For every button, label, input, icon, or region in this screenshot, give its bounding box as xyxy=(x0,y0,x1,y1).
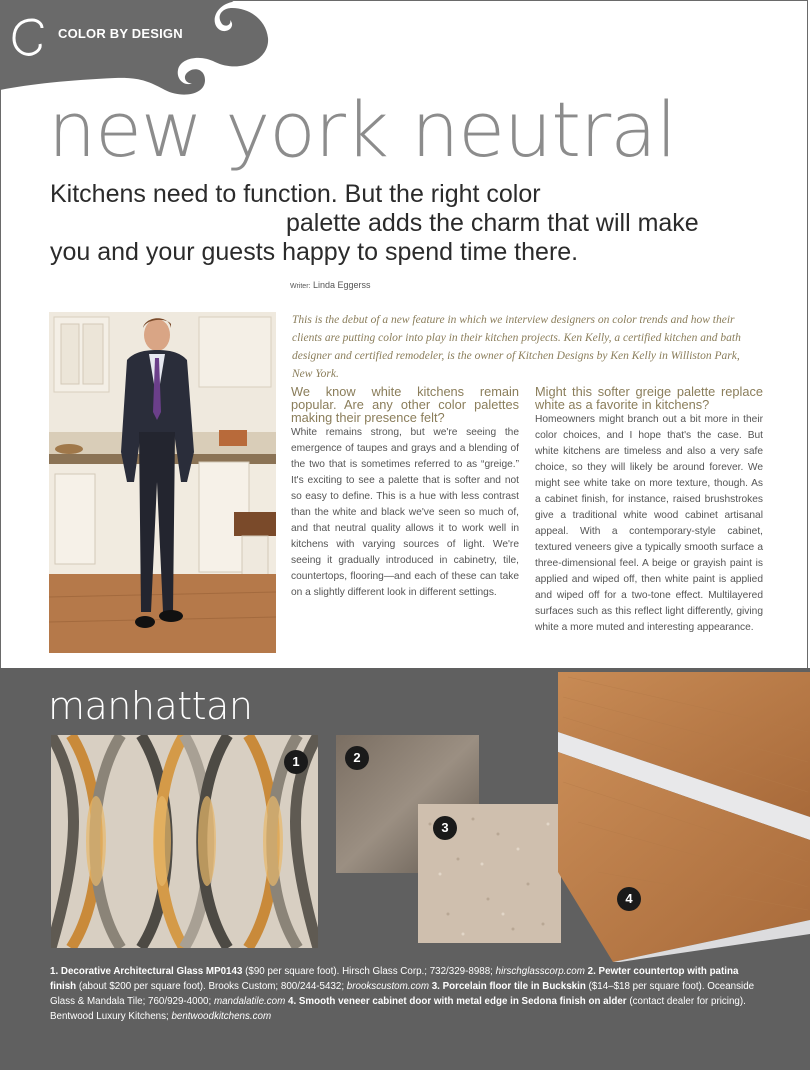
subtitle-line-1: Kitchens need to function. But the right color xyxy=(50,180,541,208)
writer-name: Linda Eggerss xyxy=(313,280,371,290)
subtitle-line-2: palette adds the charm that will make xyxy=(286,209,699,237)
writer-label: Writer: xyxy=(290,283,311,290)
credit-2-text: (about $200 per square foot). Brooks Custom; 800/244-5432; xyxy=(76,981,347,992)
badge-3: 3 xyxy=(433,816,457,840)
section-label: COLOR BY DESIGN xyxy=(58,26,183,41)
answer-2: Homeowners might branch out a bit more in their color choices, and I hope that's the case. But white kitchens are timeless and also a very safe choice, so they will likely be around forever. We might see white take on more texture, though. As a cabinet finish, for instance, raised brushstrokes give a traditional white wood cabinet artisanal appeal. With a contemporary-style cabinet, textured veneers give a typically smooth surface a three-dimensional feel. A beige or grayish paint is applied and wiped off, then white paint is applied and wiped off for a two-tone effect. Multilayered surfaces such as this reflect light differently, giving white a more muted and interesting appearance. xyxy=(535,414,763,633)
product-credits xyxy=(50,964,762,1024)
credit-1-url: hirschglasscorp.com xyxy=(495,966,585,977)
badge-2: 2 xyxy=(345,746,369,770)
question-2: Might this softer greige palette replace white as a favorite in kitchens? xyxy=(535,384,763,412)
question-1: We know white kitchens remain popular. Are any other color palettes making their presence felt? xyxy=(291,384,519,425)
credit-3-name: 3. Porcelain floor tile in Buckskin xyxy=(429,981,586,992)
credit-1-name: 1. Decorative Architectural Glass MP0143 xyxy=(50,966,243,977)
decorative-glass-swatch xyxy=(51,735,318,948)
designer-photo xyxy=(49,312,276,653)
credit-4-url: bentwoodkitchens.com xyxy=(171,1011,272,1022)
byline xyxy=(290,280,371,290)
subtitle-line-3: you and your guests happy to spend time there. xyxy=(50,238,579,266)
credit-3-text: ($14–$18 per square foot). Oceanside Glass & Mandala Tile; 760/929-4000; xyxy=(50,981,755,1007)
badge-1: 1 xyxy=(284,750,308,774)
credit-4-text: (contact dealer for pricing). Bentwood Luxury Kitchens; xyxy=(50,996,746,1022)
credit-2-name: 2. Pewter countertop with patina finish xyxy=(50,966,739,992)
credit-4-name: 4. Smooth veneer cabinet door with metal edge in Sedona finish on alder xyxy=(285,996,627,1007)
manhattan-heading: manhattan xyxy=(48,684,253,728)
article-intro: This is the debut of a new feature in which we interview designers on color trends and how their clients are putting color into play in their kitchen projects. Ken Kelly, a certified kitchen and bath designer and certified remodeler, is the owner of Kitchen Designs by Ken Kelly in Williston Park, New York. xyxy=(292,314,741,380)
veneer-cabinet-door-swatch xyxy=(558,672,810,962)
badge-4: 4 xyxy=(617,887,641,911)
credit-1-text: ($90 per square foot). Hirsch Glass Corp.; 732/329-8988; xyxy=(242,966,496,977)
article-title: new york neutral xyxy=(48,85,676,174)
article-subtitle xyxy=(50,180,750,267)
qa-column-2 xyxy=(535,385,763,636)
answer-1: White remains strong, but we're seeing the emergence of taupes and grays and a blending of the two that is sometimes referred to as “greige.” It's exciting to see a palette that is softer and not so easy to define. This is a hue with less contrast than the white and black we've seen so much of, and that neutral quality allows it to work well in kitchens with varying sources of light. We're seeing it gradually introduced in cabinetry, tile, countertops, flooring—and each of these can take on a slightly different look in different settings. xyxy=(291,427,519,598)
credit-2-url: brookscustom.com xyxy=(346,981,430,992)
qa-column-1 xyxy=(291,385,519,601)
credit-3-url: mandalatile.com xyxy=(213,996,286,1007)
